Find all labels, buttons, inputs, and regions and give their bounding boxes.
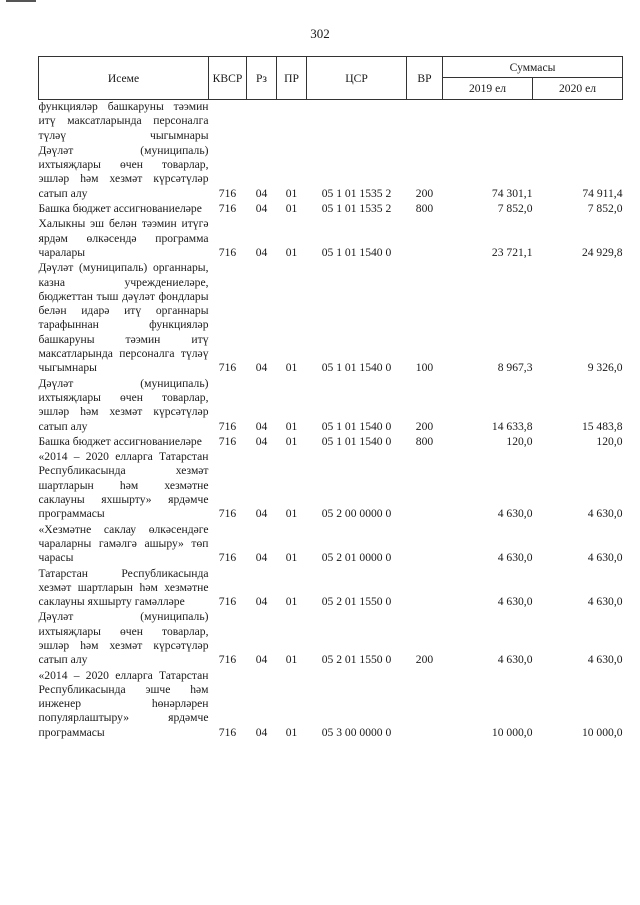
row-name: Дәүләт (муниципаль) ихтыяҗлары өчен товарлар, эшләр һәм хезмәт күрсәтүләр сатып алу [38, 610, 209, 667]
table-row [39, 669, 623, 741]
header-csr: ЦСР [307, 57, 407, 100]
table-row [39, 567, 623, 611]
row-kvsr: 716 [218, 202, 237, 216]
header-rz: Рз [247, 57, 277, 100]
row-name: Башка бюджет ассигнованиеләре [38, 434, 202, 448]
table-row [39, 100, 623, 144]
row-value-2019: 8 967,3 [497, 361, 533, 375]
row-rz: 04 [255, 653, 268, 667]
row-value-2019: 4 630,0 [497, 595, 533, 609]
row-name: Татарстан Республикасында хезмәт шартларын һәм хезмәтне саклауны яхшырту гамәлләре [38, 566, 209, 609]
row-value-2020: 4 630,0 [587, 507, 623, 521]
row-kvsr: 716 [218, 507, 237, 521]
table-header [39, 57, 623, 100]
row-csr: 05 2 01 1550 0 [321, 595, 392, 609]
row-csr: 05 2 01 0000 0 [321, 551, 392, 565]
row-pr: 01 [285, 434, 298, 448]
row-kvsr [209, 100, 247, 144]
row-value-2020: 4 630,0 [587, 653, 623, 667]
row-vr [407, 450, 443, 522]
row-pr: 01 [285, 551, 298, 565]
row-name: функцияләр башкаруны тәэмин итү максатларында персоналга түләү чыгымнары [38, 100, 209, 142]
budget-table [38, 56, 623, 741]
row-value-2020: 15 483,8 [581, 419, 623, 433]
row-kvsr: 716 [218, 186, 237, 200]
header-pr: ПР [277, 57, 307, 100]
row-rz: 04 [255, 202, 268, 216]
row-rz: 04 [255, 595, 268, 609]
row-vr [407, 100, 443, 144]
row-value-2019: 14 633,8 [491, 419, 533, 433]
row-value-2019 [443, 100, 533, 144]
table-row [39, 450, 623, 522]
row-csr: 05 1 01 1540 0 [321, 361, 392, 375]
row-rz: 04 [255, 245, 268, 259]
row-kvsr: 716 [218, 245, 237, 259]
row-value-2019: 4 630,0 [497, 653, 533, 667]
row-kvsr: 716 [218, 419, 237, 433]
row-value-2019: 120,0 [506, 434, 533, 448]
row-pr: 01 [285, 361, 298, 375]
row-pr [277, 100, 307, 144]
row-vr: 200 [415, 653, 434, 667]
row-value-2019: 74 301,1 [491, 186, 533, 200]
table-row [39, 217, 623, 261]
table-row [39, 202, 623, 217]
row-value-2020: 10 000,0 [581, 725, 623, 739]
row-csr: 05 2 01 1550 0 [321, 653, 392, 667]
row-kvsr: 716 [218, 595, 237, 609]
row-name: Башка бюджет ассигнованиеләре [38, 202, 202, 216]
row-rz: 04 [255, 419, 268, 433]
row-value-2019: 7 852,0 [497, 202, 533, 216]
table-row [39, 435, 623, 450]
header-kvsr: КВСР [209, 57, 247, 100]
row-pr: 01 [285, 595, 298, 609]
row-pr: 01 [285, 186, 298, 200]
row-vr: 100 [415, 361, 434, 375]
table-body [39, 100, 623, 742]
row-vr: 800 [415, 434, 434, 448]
row-pr: 01 [285, 245, 298, 259]
row-kvsr: 716 [218, 653, 237, 667]
row-name: Дәүләт (муниципаль) ихтыяҗлары өчен товарлар, эшләр һәм хезмәт күрсәтүләр сатып алу [38, 376, 209, 433]
row-value-2020: 24 929,8 [581, 245, 623, 259]
row-rz: 04 [255, 186, 268, 200]
row-name: Дәүләт (муниципаль) ихтыяҗлары өчен товарлар, эшләр һәм хезмәт күрсәтүләр сатып алу [38, 143, 209, 200]
row-csr: 05 3 00 0000 0 [321, 725, 392, 739]
row-value-2020: 4 630,0 [587, 551, 623, 565]
corner-scan-mark [6, 0, 36, 2]
row-pr: 01 [285, 653, 298, 667]
row-value-2020: 74 911,4 [582, 186, 623, 200]
row-csr: 05 1 01 1540 0 [321, 419, 392, 433]
row-name: «Хезмәтне саклау өлкәсендәге чараларны гамәлгә ашыру» төп чарасы [38, 522, 209, 565]
header-year-2020: 2020 ел [533, 78, 623, 100]
row-name: «2014 – 2020 елларга Татарстан Республикасында хезмәт шартларын һәм хезмәтне саклауны яхшырту» ярдәмче программасы [38, 450, 209, 521]
row-csr: 05 2 00 0000 0 [321, 507, 392, 521]
header-name: Исеме [39, 57, 209, 100]
table-row [39, 610, 623, 668]
row-value-2020: 7 852,0 [587, 202, 623, 216]
header-year-2019: 2019 ел [443, 78, 533, 100]
row-csr: 05 1 01 1535 2 [321, 202, 392, 216]
row-kvsr: 716 [218, 725, 237, 739]
row-value-2020: 120,0 [596, 434, 623, 448]
row-pr: 01 [285, 202, 298, 216]
header-vr: ВР [407, 57, 443, 100]
row-value-2019: 10 000,0 [491, 725, 533, 739]
row-value-2020: 9 326,0 [587, 361, 623, 375]
page-number: 302 [310, 26, 330, 41]
row-rz: 04 [255, 361, 268, 375]
row-vr [407, 669, 443, 741]
row-pr: 01 [285, 725, 298, 739]
row-kvsr: 716 [218, 434, 237, 448]
table-row [39, 144, 623, 202]
table-row [39, 261, 623, 376]
row-csr: 05 1 01 1540 0 [321, 434, 392, 448]
row-value-2019: 4 630,0 [497, 551, 533, 565]
table-row [39, 377, 623, 435]
row-rz: 04 [255, 507, 268, 521]
row-value-2020: 4 630,0 [587, 595, 623, 609]
row-rz [247, 100, 277, 144]
row-vr: 800 [415, 202, 434, 216]
row-csr [307, 100, 407, 144]
row-rz: 04 [255, 551, 268, 565]
row-rz: 04 [255, 725, 268, 739]
row-vr [407, 523, 443, 567]
row-pr: 01 [285, 419, 298, 433]
row-value-2019: 4 630,0 [497, 507, 533, 521]
row-vr: 200 [415, 186, 434, 200]
row-pr: 01 [285, 507, 298, 521]
row-rz: 04 [255, 434, 268, 448]
row-name: Халыкны эш белән тәэмин итүгә ярдәм өлкәсендә программа чаралары [38, 217, 209, 259]
row-csr: 05 1 01 1540 0 [321, 245, 392, 259]
row-vr [407, 217, 443, 261]
row-vr [407, 567, 443, 611]
table-row [39, 523, 623, 567]
row-name: «2014 – 2020 елларга Татарстан Республикасында эшче һәм инженер һөнәрләрен популярлаштыру» ярдәмче программасы [38, 668, 209, 739]
header-sums: Суммасы [443, 57, 623, 78]
row-name: Дәүләт (муниципаль) органнары, казна учреждениеләре, бюджеттан тыш дәүләт фондлары белән идарә итү органнары тарафыннан функцияләр башкаруны тәэмин итү максатларында персоналга түләү чыгымнары [38, 261, 209, 375]
row-kvsr: 716 [218, 551, 237, 565]
row-vr: 200 [415, 419, 434, 433]
row-csr: 05 1 01 1535 2 [321, 186, 392, 200]
row-value-2020 [533, 100, 623, 144]
row-kvsr: 716 [218, 361, 237, 375]
row-value-2019: 23 721,1 [491, 245, 533, 259]
